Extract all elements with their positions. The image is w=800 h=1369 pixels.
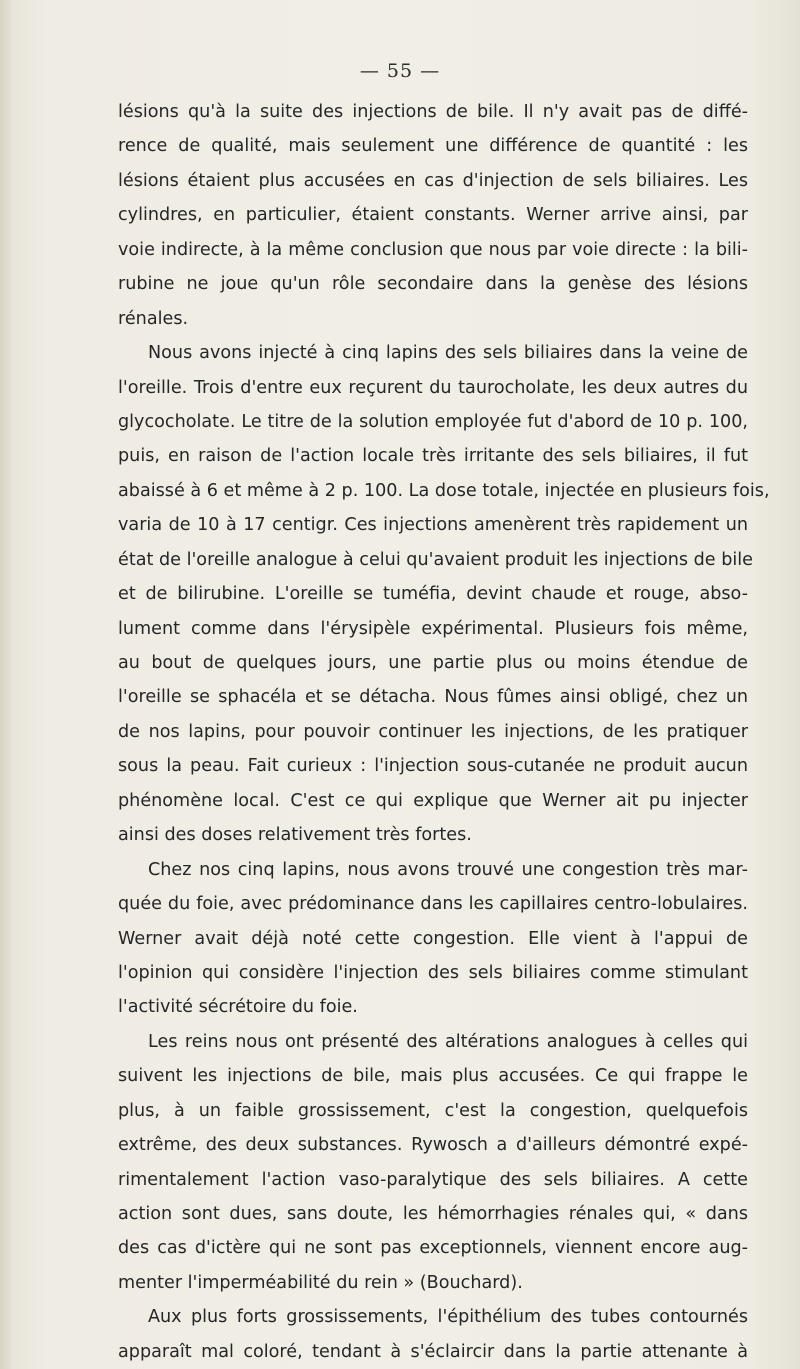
text-line: et de bilirubine. L'oreille se tuméfia, devint chaude et rouge, abso- [118, 584, 748, 605]
text-line: lésions étaient plus accusées en cas d'injection de sels biliaires. Les [118, 170, 748, 191]
text-line: action sont dues, sans doute, les hémorrhagies rénales qui, « dans [118, 1204, 748, 1224]
text-line: varia de 10 à 17 centigr. Ces injections amenèrent très rapidement un [118, 515, 748, 536]
text-line: des cas d'ictère qui ne sont pas exceptionnels, viennent encore aug- [118, 1238, 748, 1259]
text-line: Les reins nous ont présenté des altérations analogues à celles qui [148, 1031, 748, 1052]
text-line: au bout de quelques jours, une partie plus ou moins étendue de [118, 653, 748, 673]
text-line: quée du foie, avec prédominance dans les capillaires centro-lobulaires. [118, 894, 748, 915]
text-line: sous la peau. Fait curieux : l'injection sous-cutanée ne produit aucun [118, 756, 748, 777]
text-line: l'activité sécrétoire du foie. [118, 997, 358, 1018]
text-line: cylindres, en particulier, étaient constants. Werner arrive ainsi, par [118, 205, 748, 226]
text-line: menter l'imperméabilité du rein » (Bouchard). [118, 1272, 523, 1293]
text-line: lésions qu'à la suite des injections de bile. Il n'y avait pas de diffé- [118, 102, 748, 122]
text-line: rimentalement l'action vaso-paralytique des sels biliaires. A cette [118, 1169, 748, 1190]
text-line: phénomène local. C'est ce qui explique que Werner ait pu injecter [118, 790, 748, 811]
text-line: puis, en raison de l'action locale très irritante des sels biliaires, il fut [118, 446, 748, 467]
text-line: abaissé à 6 et même à 2 p. 100. La dose totale, injectée en plusieurs fois, [118, 480, 770, 501]
text-line: rubine ne joue qu'un rôle secondaire dans la genèse des lésions [118, 274, 748, 295]
text-line: lument comme dans l'érysipèle expérimental. Plusieurs fois même, [118, 618, 748, 639]
text-line: plus, à un faible grossissement, c'est la congestion, quelquefois [118, 1100, 748, 1121]
text-line: rence de qualité, mais seulement une différence de quantité : les [118, 136, 748, 157]
text-line: suivent les injections de bile, mais plus accusées. Ce qui frappe le [118, 1066, 748, 1087]
text-line: l'oreille se sphacéla et se détacha. Nous fûmes ainsi obligé, chez un [118, 687, 748, 708]
page-number: — 55 — [359, 60, 441, 82]
text-line: apparaît mal coloré, tendant à s'éclaircir dans la partie attenante à [118, 1341, 748, 1362]
body-text [118, 95, 770, 1369]
text-line: l'oreille. Trois d'entre eux reçurent du taurocholate, les deux autres du [118, 377, 748, 398]
text-line: Werner avait déjà noté cette congestion. Elle vient à l'appui de [118, 928, 748, 949]
text-line: ainsi des doses relativement très fortes. [118, 825, 472, 846]
text-line: rénales. [118, 308, 189, 329]
text-line: Chez nos cinq lapins, nous avons trouvé une congestion très mar- [148, 859, 748, 880]
text-line: de nos lapins, pour pouvoir continuer les injections, de les pratiquer [118, 721, 748, 742]
text-line: Aux plus forts grossissements, l'épithélium des tubes contournés [148, 1307, 748, 1328]
text-line: état de l'oreille analogue à celui qu'avaient produit les injections de bile [118, 549, 753, 570]
text-line: extrême, des deux substances. Rywosch a d'ailleurs démontré expé- [118, 1135, 748, 1156]
text-line: l'opinion qui considère l'injection des sels biliaires comme stimulant [118, 962, 748, 983]
text-line: Nous avons injecté à cinq lapins des sels biliaires dans la veine de [148, 343, 748, 364]
text-line: glycocholate. Le titre de la solution employée fut d'abord de 10 p. 100, [118, 411, 748, 432]
text-line: voie indirecte, à la même conclusion que nous par voie directe : la bili- [118, 239, 748, 260]
page-gutter-shadow [0, 0, 14, 1369]
